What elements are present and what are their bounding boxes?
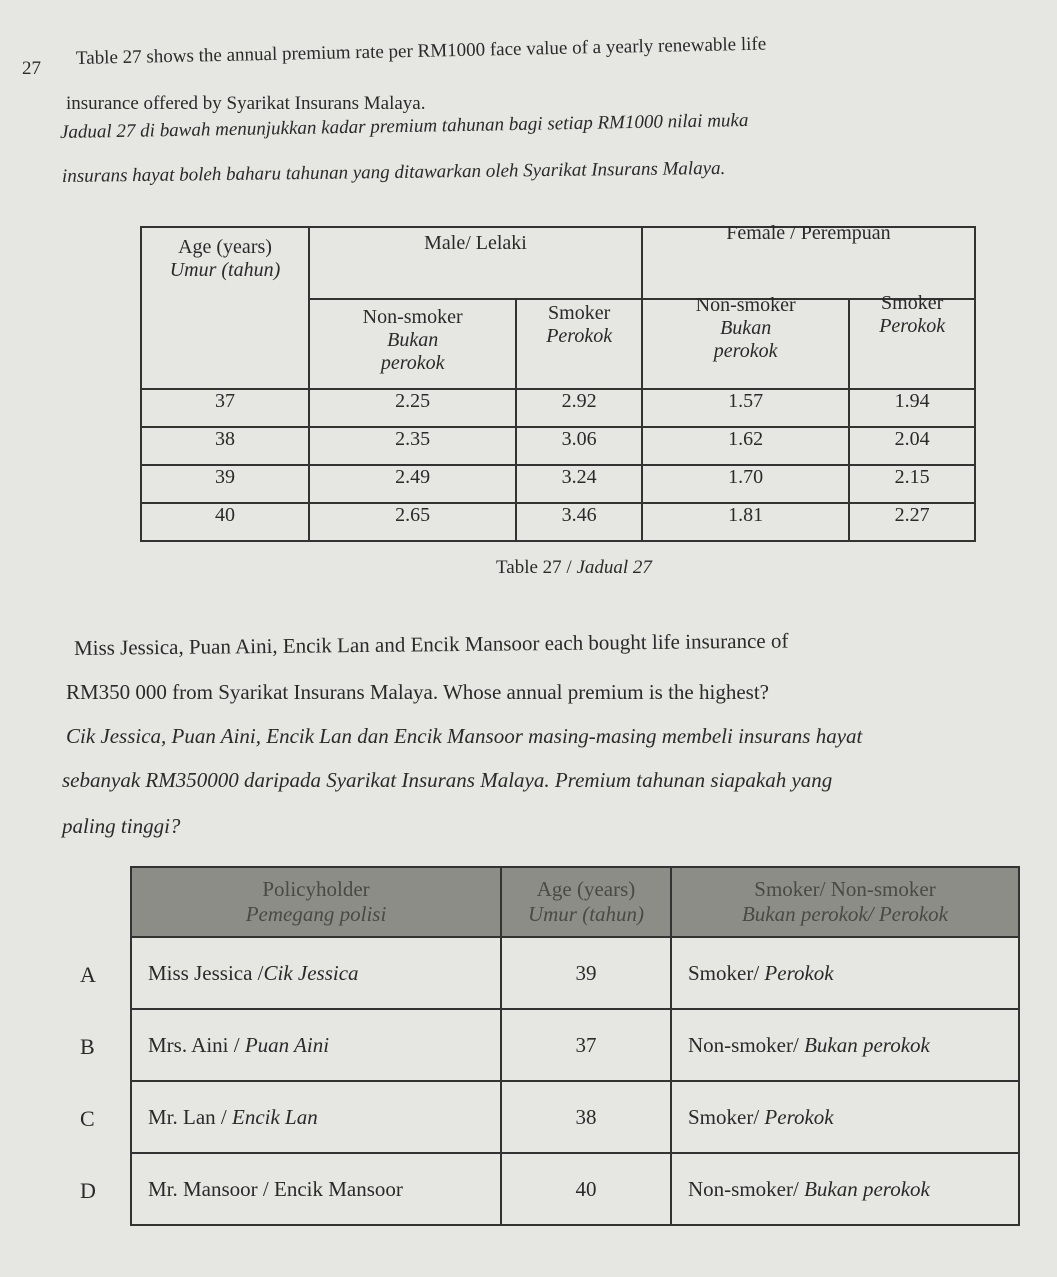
body-text-en-1: Miss Jessica, Puan Aini, Encik Lan and Encik Mansoor each bought life insurance of <box>73 628 789 660</box>
rate-cell: 2.92 <box>516 389 642 427</box>
rate-cell: 2.65 <box>309 503 516 541</box>
name-cell <box>131 937 501 1009</box>
sub-header <box>849 292 975 389</box>
status-ms: Perokok <box>764 1104 834 1129</box>
name-ms: Encik Lan <box>232 1104 318 1129</box>
status-en: Non-smoker/ <box>688 1176 805 1201</box>
age-cell: 40 <box>501 1153 671 1225</box>
female-header-text: Female / Perempuan <box>726 222 891 244</box>
name-cell <box>131 1153 501 1225</box>
option-row-b <box>131 1009 1019 1081</box>
table-row <box>141 389 975 427</box>
header-age <box>501 867 671 937</box>
sub-header <box>309 299 516 389</box>
rate-cell: 3.06 <box>516 427 642 465</box>
sub-header <box>516 299 642 389</box>
status-en: Non-smoker/ <box>688 1032 805 1057</box>
option-letter-a[interactable]: A <box>80 962 96 987</box>
rate-cell: 2.35 <box>309 427 516 465</box>
body-text-en-2: RM350 000 from Syarikat Insurans Malaya. Whose annual premium is the highest? <box>66 680 769 704</box>
caption-ms: Jadual 27 <box>576 557 652 578</box>
female-header <box>642 222 975 299</box>
age-header-ms: Umur (tahun) <box>169 259 281 281</box>
table-row <box>141 427 975 465</box>
status-cell <box>671 937 1019 1009</box>
sub-header <box>642 294 849 389</box>
male-header-text: Male/ Lelaki <box>424 232 527 254</box>
name-ms: Encik Mansoor <box>274 1176 403 1201</box>
status-ms: Perokok <box>764 960 834 985</box>
rate-cell: 2.27 <box>849 503 975 541</box>
age-cell: 37 <box>141 389 309 427</box>
table-caption <box>496 557 652 579</box>
header-smoker <box>671 867 1019 937</box>
age-header: Age (years) <box>178 236 272 258</box>
rate-cell: 3.46 <box>516 503 642 541</box>
header-ms: Bukan perokok/ Perokok <box>741 902 949 926</box>
sub-header-ms: Perokok <box>879 315 946 337</box>
question-text-en-2: insurance offered by Syarikat Insurans Malaya. <box>66 93 426 114</box>
sub-header-en: Non-smoker <box>362 306 463 328</box>
age-cell: 38 <box>141 427 309 465</box>
rate-cell: 2.15 <box>849 465 975 503</box>
sub-header-ms: Bukan perokok <box>713 317 778 362</box>
body-text-ms-2: sebanyak RM350000 daripada Syarikat Insurans Malaya. Premium tahunan siapakah yang <box>62 768 833 792</box>
header-en: Policyholder <box>262 877 370 901</box>
rate-cell: 2.04 <box>849 427 975 465</box>
status-en: Smoker/ <box>688 1104 765 1129</box>
option-row-a <box>131 937 1019 1009</box>
question-text-ms-2: insurans hayat boleh baharu tahunan yang ditawarkan oleh Syarikat Insurans Malaya. <box>61 157 726 187</box>
option-row-d <box>131 1153 1019 1225</box>
name-ms: Puan Aini <box>244 1032 330 1057</box>
rate-cell: 1.62 <box>642 427 849 465</box>
sub-header-ms: Bukan perokok <box>380 329 445 374</box>
option-letter-c[interactable]: C <box>80 1106 95 1131</box>
status-ms: Bukan perokok <box>804 1176 930 1201</box>
question-number: 27 <box>22 58 41 79</box>
name-cell <box>131 1081 501 1153</box>
sub-header-ms: Perokok <box>546 325 613 347</box>
rate-cell: 3.24 <box>516 465 642 503</box>
status-ms: Bukan perokok <box>804 1032 930 1057</box>
name-ms: Cik Jessica <box>263 960 359 985</box>
status-cell <box>671 1081 1019 1153</box>
premium-rate-table <box>140 222 976 542</box>
age-header-cell <box>141 227 309 389</box>
body-text-ms-1: Cik Jessica, Puan Aini, Encik Lan dan Encik Mansoor masing-masing membeli insurans hayat <box>66 724 863 748</box>
caption-en: Table 27 / <box>496 557 577 578</box>
rate-cell: 1.70 <box>642 465 849 503</box>
age-cell: 37 <box>501 1009 671 1081</box>
header-policyholder <box>131 867 501 937</box>
name-en: Mrs. Aini / <box>148 1032 245 1057</box>
option-letter-d[interactable]: D <box>80 1178 96 1203</box>
body-text-ms-3: paling tinggi? <box>62 814 181 838</box>
option-letter-b[interactable]: B <box>80 1034 95 1059</box>
name-en: Mr. Mansoor / <box>148 1176 274 1201</box>
header-en: Age (years) <box>536 877 636 901</box>
age-cell: 39 <box>501 937 671 1009</box>
question-text-en-1: Table 27 shows the annual premium rate per RM1000 face value of a yearly renewable life <box>75 33 767 69</box>
policyholder-options-table <box>130 866 1020 1226</box>
sub-header-en: Non-smoker <box>695 294 796 316</box>
header-en: Smoker/ Non-smoker <box>754 877 936 901</box>
status-en: Smoker/ <box>688 960 765 985</box>
status-cell <box>671 1009 1019 1081</box>
table-row <box>141 503 975 541</box>
sub-header-en: Smoker <box>548 302 611 324</box>
sub-header-en: Smoker <box>881 292 944 314</box>
option-row-c <box>131 1081 1019 1153</box>
male-header <box>309 227 642 299</box>
age-cell: 39 <box>141 465 309 503</box>
header-ms: Umur (tahun) <box>527 902 645 926</box>
age-cell: 40 <box>141 503 309 541</box>
age-cell: 38 <box>501 1081 671 1153</box>
name-cell <box>131 1009 501 1081</box>
question-text-ms-1: Jadual 27 di bawah menunjukkan kadar premium tahunan bagi setiap RM1000 nilai muka <box>59 109 749 143</box>
header-ms: Pemegang polisi <box>245 902 387 926</box>
status-cell <box>671 1153 1019 1225</box>
rate-cell: 1.81 <box>642 503 849 541</box>
options-header-row <box>131 867 1019 937</box>
table-row <box>141 465 975 503</box>
rate-cell: 1.57 <box>642 389 849 427</box>
name-en: Mr. Lan / <box>148 1104 232 1129</box>
rate-cell: 2.49 <box>309 465 516 503</box>
name-en: Miss Jessica / <box>148 960 264 985</box>
rate-cell: 1.94 <box>849 389 975 427</box>
rate-cell: 2.25 <box>309 389 516 427</box>
